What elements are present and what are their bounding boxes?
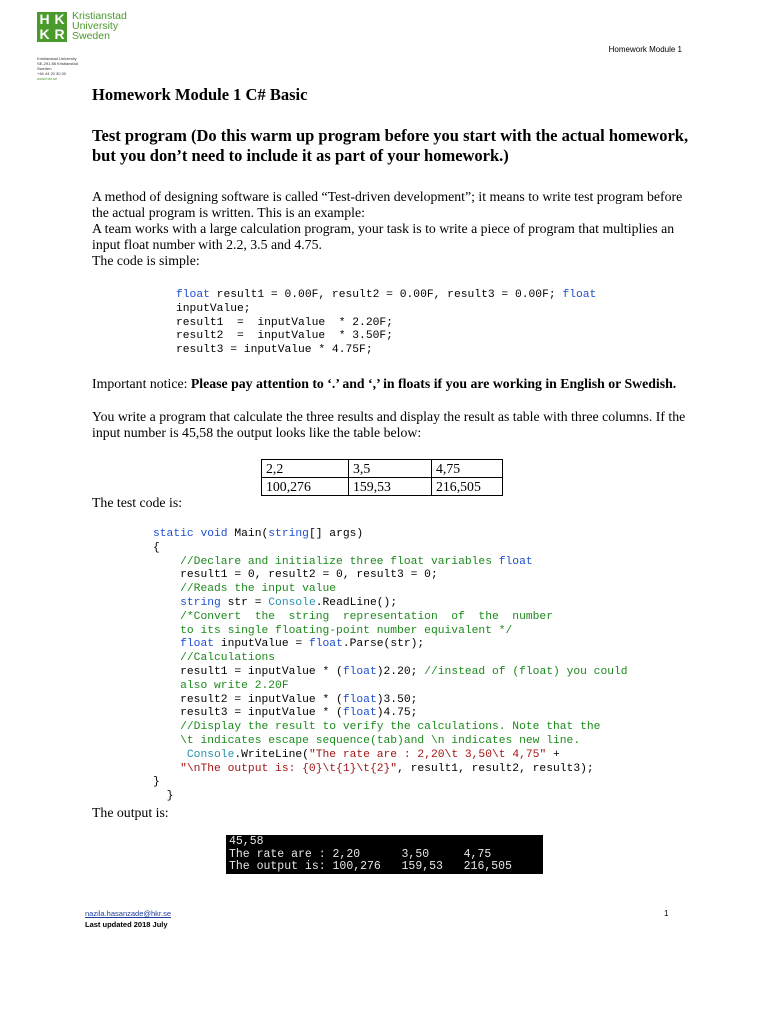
description-paragraph: You write a program that calculate the three results and display the result as table with three columns. If the input number is 45,58 the output looks like the table below: [92,409,686,440]
code-text: .WriteLine( [234,748,309,761]
code-block-simple [176,289,596,358]
code-text: result1 = 0, result2 = 0, result3 = 0; [180,569,438,582]
code-text: result2 = inputValue * ( [180,693,343,706]
last-updated: Last updated 2018 July [85,920,168,929]
page-title: Homework Module 1 C# Basic [92,85,308,104]
code-keyword: string [180,596,221,609]
table-cell: 159,53 [349,478,432,496]
test-code-label: The test code is: [92,495,183,510]
code-text: inputValue = [214,638,309,651]
code-text: { [153,541,160,554]
code-comment: //instead of (float) you could [424,665,628,678]
university-address [37,56,78,81]
table-cell: 100,276 [262,478,349,496]
code-text: )2.20; [376,665,425,678]
address-line: +46 44 20 30 00 [37,71,67,76]
code-text: result3 = inputValue * ( [180,707,343,720]
code-text: , result1, result2, result3); [397,762,594,775]
page-number: 1 [664,909,669,918]
code-text: )3.50; [376,693,418,706]
code-text: inputValue; [176,302,251,315]
console-line: 45,58 [229,835,264,848]
code-text: )4.75; [376,707,418,720]
logo-line: Kristianstad [72,10,127,22]
code-comment: //Declare and initialize three float variables [180,555,499,568]
code-comment: also write 2.20F [180,679,289,692]
intro-paragraph: A method of designing software is called “Test-driven development”; it means to write test program before the actual program is written. This is an example: [92,189,683,220]
code-string: "\nThe output is: {0}\t{1}\t{2}" [180,762,398,775]
result-table [261,459,503,496]
table-cell: 2,2 [262,460,349,478]
code-comment: \t indicates escape sequence(tab)and \n indicates new line. [180,734,581,747]
code-text: result1 = inputValue * 2.20F; [176,316,393,329]
address-line: SE-291 88 Kristianstad [37,61,78,66]
code-text: result3 = inputValue * 4.75F; [176,344,373,357]
code-text: result1 = inputValue * ( [180,665,343,678]
code-text: result2 = inputValue * 3.50F; [176,330,393,343]
code-block-test [153,528,628,804]
section-heading: Test program (Do this warm up program before you start with the actual homework, but you don’t need to include it as part of your homework.) [92,126,689,165]
code-text: } [153,776,160,789]
code-keyword: float [562,289,597,301]
university-logo [37,12,67,42]
code-keyword: float [498,555,533,568]
notice-prefix: Important notice: [92,376,191,391]
intro-paragraph: A team works with a large calculation program, your task is to write a piece of program that multiplies an input float number with 2.2, 3.5 and 4.75. [92,221,675,252]
author-email-link[interactable]: nazila.hasanzade@hkr.se [85,909,172,918]
important-notice [92,376,692,392]
code-keyword: float [176,289,210,301]
table-cell: 3,5 [349,460,432,478]
running-header: Homework Module 1 [608,45,682,54]
table-cell: 216,505 [432,478,503,496]
code-text: result1 = 0.00F, result2 = 0.00F, result3 = 0.00F; [209,289,563,301]
code-keyword: float [342,665,377,678]
code-keyword: float [342,707,377,720]
code-comment: //Calculations [180,652,276,665]
code-string: "The rate are : 2,20\t 3,50\t 4,75" [308,748,547,761]
code-keyword: float [342,693,377,706]
table-row [262,478,503,496]
code-comment: //Reads the input value [180,583,337,596]
code-class: Console [186,748,235,761]
code-keyword: static void [153,528,228,540]
address-line: Kristianstad University [37,56,77,61]
code-comment: //Display the result to verify the calculations. Note that the [180,721,601,734]
logo-letter: R [52,27,67,42]
console-line: The output is: 100,276 159,53 216,505 [229,860,512,873]
code-text: Main( [227,528,269,540]
console-output [226,835,543,874]
code-keyword: float [308,638,343,651]
code-comment: /*Convert the string representation of the number [180,610,553,623]
logo-line: Sweden [72,30,110,42]
code-text: .ReadLine(); [315,596,398,609]
code-text: + [546,748,560,761]
notice-bold: Please pay attention to ‘.’ and ‘,’ in floats if you are working in English or Swedish. [190,376,677,391]
code-text: [] args) [308,528,364,540]
code-text: str = [220,596,269,609]
code-comment: to its single floating-point number equivalent */ [180,624,513,637]
code-text: } [166,790,174,803]
code-keyword: float [180,638,215,651]
intro-paragraph: The code is simple: [92,253,200,268]
output-label: The output is: [92,805,169,820]
code-class: Console [268,596,316,609]
logo-letter: K [37,27,52,42]
logo-letter: K [52,12,67,27]
table-cell: 4,75 [432,460,503,478]
code-keyword: string [268,528,309,540]
code-text: .Parse(str); [342,638,425,651]
logo-line: University [72,20,119,32]
logo-wordmark [72,11,127,41]
address-website: www.hkr.se [37,76,58,81]
console-line: The rate are : 2,20 3,50 4,75 [229,847,492,861]
logo-letter: H [37,12,52,27]
table-row [262,460,503,478]
address-line: Sweden [37,66,52,71]
